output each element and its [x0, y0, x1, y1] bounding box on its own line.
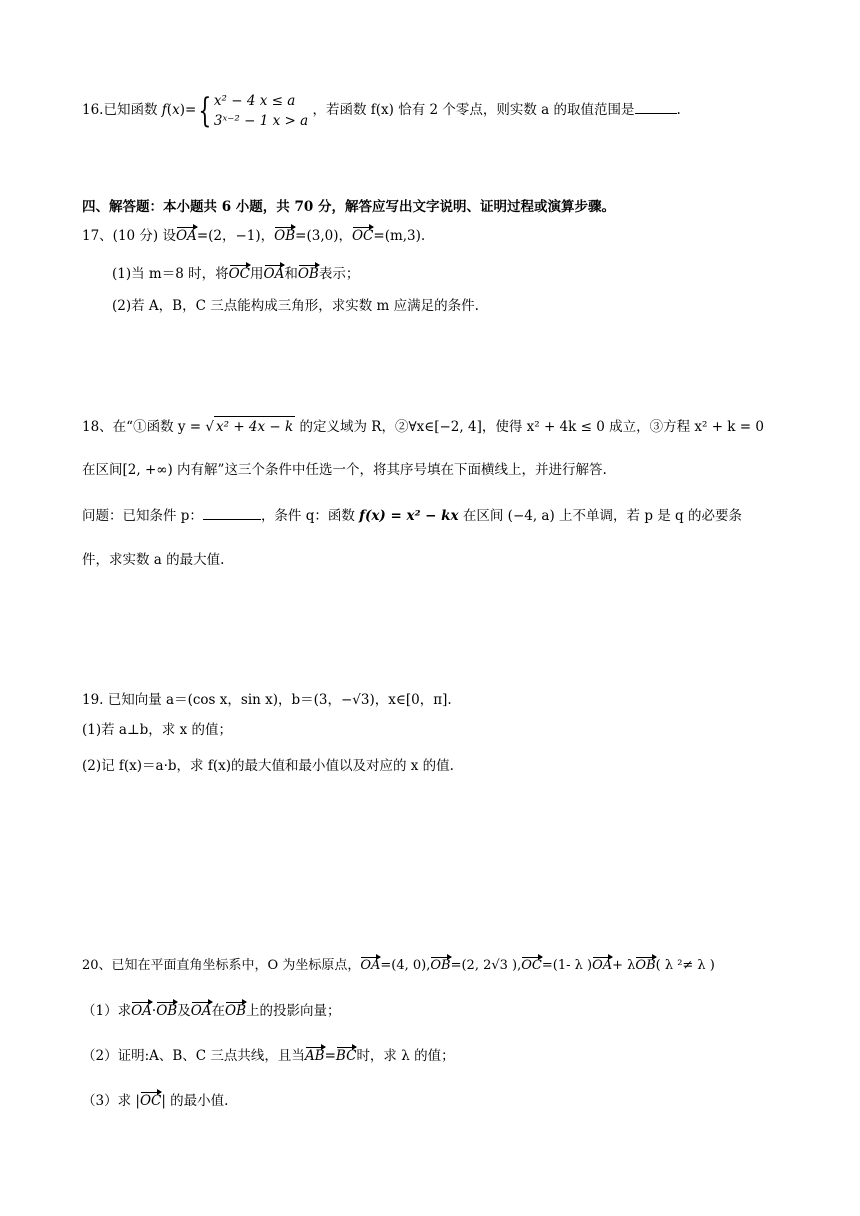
vector-oa: OA: [263, 266, 285, 282]
q17-part1: (1)当 m＝8 时，将OC用OA和OB表示；: [112, 266, 360, 282]
q19-part1: (1)若 a⊥b，求 x 的值；: [82, 722, 232, 738]
vector-ob: OB: [430, 956, 450, 976]
q19-part2: (2)记 f(x)＝a·b，求 f(x)的最大值和最小值以及对应的 x 的值.: [82, 758, 454, 774]
vector-ob: OB: [297, 266, 319, 282]
q20-part1: （1）求OA·OB及OA在OB上的投影向量；: [82, 1003, 341, 1019]
q20-part3: （3）求 |OC| 的最小值.: [82, 1093, 229, 1109]
vector-oa: OA: [175, 228, 197, 244]
q16-prefix: 16.已知函数: [82, 102, 158, 118]
q18-answer-blank: [203, 519, 261, 520]
vector-ob: OB: [274, 228, 296, 244]
vector-oc: OC: [351, 228, 374, 244]
q18-sqrt: x² + 4x − k: [214, 416, 295, 437]
q16: 16.已知函数 f(x)={ x² − 4 x ≤ a 3ˣ⁻² − 1 x > a ，若函数 f(x) 恰有 2 个零点，则实数 a 的取值范围是 .: [82, 90, 681, 131]
q18-function: f(x) = x² − kx: [359, 508, 459, 524]
q19-line1: 19. 已知向量 a＝(cos x，sin x)，b＝(3，−√3)，x∈[0，π].: [82, 692, 452, 708]
vector-ab: AB: [304, 1048, 325, 1064]
q18-line2: 在区间[2, +∞) 内有解”这三个条件中任选一个，将其序号填在下面横线上，并进行解答.: [82, 462, 607, 478]
vector-oc: OC: [139, 1093, 162, 1109]
vector-oc: OC: [228, 266, 251, 282]
brace-symbol: {: [198, 90, 212, 131]
q20-part2: （2）证明:A、B、C 三点共线，且当AB=BC时，求 λ 的值；: [82, 1048, 455, 1064]
q18-line3: 问题：已知条件 p： ，条件 q：函数 f(x) = x² − kx 在区间 (−4, a) 上不单调，若 p 是 q 的必要条: [82, 508, 742, 524]
q16-piece-1: x² − 4 x ≤ a: [213, 92, 296, 109]
vector-oa: OA: [592, 956, 612, 976]
q16-piece-2: 3ˣ⁻² − 1 x > a: [213, 112, 309, 129]
vector-oa: OA: [190, 1003, 212, 1019]
vector-bc: BC: [335, 1048, 357, 1064]
q16-suffix: ，若函数 f(x) 恰有 2 个零点，则实数 a 的取值范围是: [312, 102, 635, 118]
q16-piecewise: [214, 91, 308, 131]
vector-oa: OA: [131, 1003, 152, 1019]
vector-ob: OB: [635, 956, 655, 976]
vector-ob: OB: [156, 1003, 178, 1019]
vector-oa: OA: [360, 956, 380, 976]
vector-oc: OC: [521, 956, 542, 976]
q17-part2: (2)若 A，B，C 三点能构成三角形，求实数 m 应满足的条件.: [112, 298, 479, 314]
section-heading: 四、解答题：本小题共 6 小题，共 70 分，解答应写出文字说明、证明过程或演算步骤。: [82, 199, 615, 215]
q20-line1: 20、已知在平面直角坐标系中，O 为坐标原点，OA=(4, 0),OB=(2, 2√3 ),OC=(1- λ )OA+ λOB( λ ²≠ λ ): [82, 956, 715, 976]
q18-line1: 18、在“①函数 y = √ x² + 4x − k 的定义域为 R，②∀x∈[−2, 4]，使得 x² + 4k ≤ 0 成立，③方程 x² + k = 0: [82, 416, 764, 437]
q18-line4: 件，求实数 a 的最大值.: [82, 552, 225, 568]
q17-head: 17、(10 分) 设OA=(2，−1)，OB=(3,0)，OC=(m,3).: [82, 228, 426, 244]
vector-ob: OB: [225, 1003, 247, 1019]
q16-answer-blank: [635, 113, 677, 114]
